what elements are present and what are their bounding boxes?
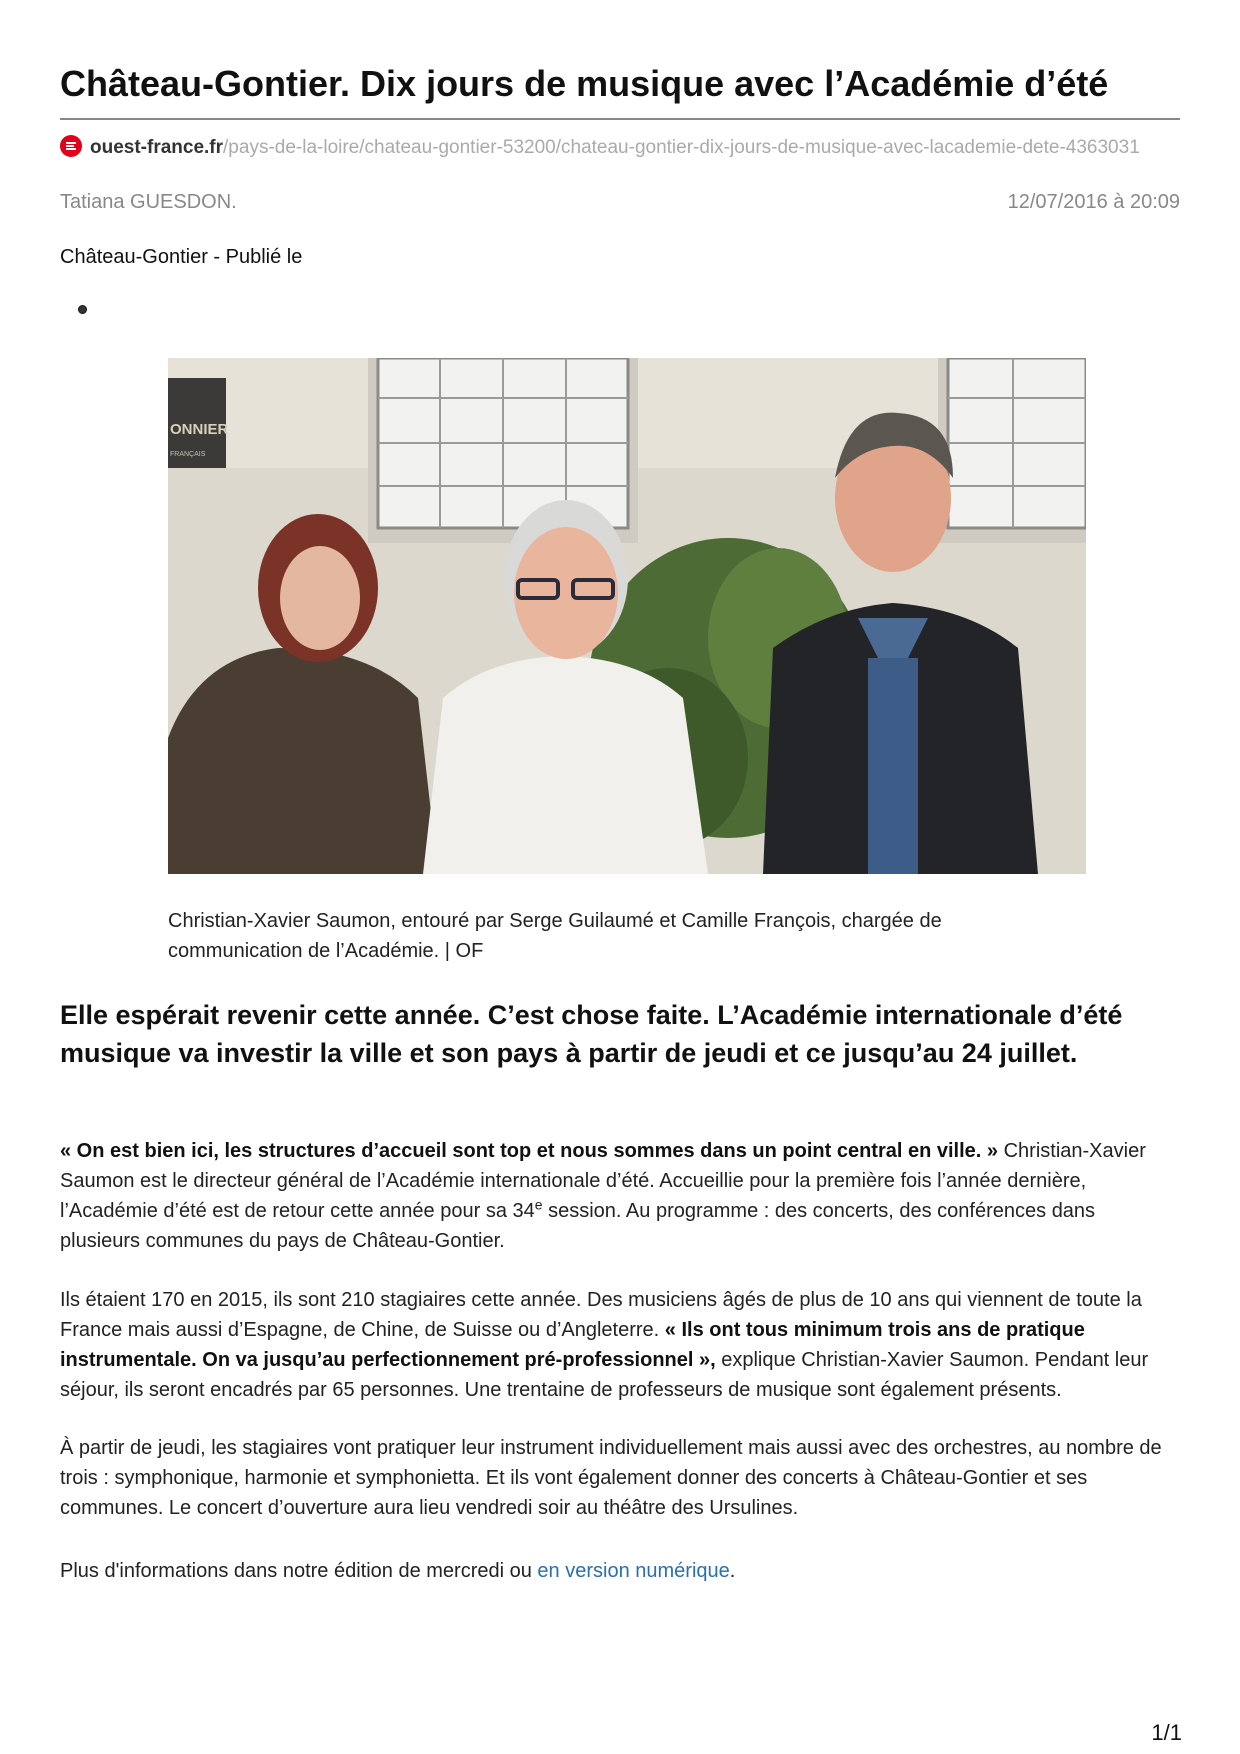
photo-caption: Christian-Xavier Saumon, entouré par Serge Guilaumé et Camille François, chargée de communication de l’Académie. | OF xyxy=(168,910,942,962)
article-title: Château-Gontier. Dix jours de musique avec l’Académie d’été xyxy=(60,63,1109,104)
published-line: Château-Gontier - Publié le xyxy=(60,246,303,268)
paragraph-2-text-end: explique Christian-Xavier Saumon. Pendant leur séjour, ils seront encadrés par 65 personnes. Une trentaine de professeurs de musique sont également présents. xyxy=(60,1349,1149,1401)
article-lead: Elle espérait revenir cette année. C’est chose faite. L’Académie internationale d’été musique va investir la ville et son pays à partir de jeudi et ce jusqu’au 24 juillet. xyxy=(60,1000,1123,1068)
ouest-france-logo-icon xyxy=(60,135,82,157)
page-number: 1/1 xyxy=(1151,1720,1182,1745)
publish-date: 12/07/2016 à 20:09 xyxy=(1007,191,1180,213)
paragraph-1-text-end: session. Au programme : des concerts, des conférences dans plusieurs communes du pays de Château-Gontier. xyxy=(60,1200,1096,1252)
paragraph-1-text: Christian-Xavier Saumon est le directeur général de l’Académie internationale d’été. Accueillie pour la première fois l’année dernière, l’Académie d’été est de retour cette année pour sa 34 xyxy=(60,1140,1146,1222)
author: Tatiana GUESDON. xyxy=(60,191,237,213)
paragraph-2-text: Ils étaient 170 en 2015, ils sont 210 stagiaires cette année. Des musiciens âgés de plus de 10 ans qui viennent de toute la France mais aussi d’Espagne, de Chine, de Suisse ou d’Angleterre. xyxy=(60,1289,1142,1341)
ordinal-superscript: e xyxy=(534,1196,543,1213)
quote-1: « On est bien ici, les structures d’accueil sont top et nous sommes dans un point central en ville. » xyxy=(60,1140,999,1162)
digital-version-link[interactable]: en version numérique xyxy=(537,1560,730,1582)
article-photo xyxy=(168,358,1086,874)
source-domain: ouest-france.fr xyxy=(90,137,224,158)
paragraph-4-end: . xyxy=(729,1560,736,1582)
paragraph-3: À partir de jeudi, les stagiaires vont pratiquer leur instrument individuellement mais aussi avec des orchestres, au nombre de trois : symphonique, harmonie et symphonietta. Et ils vont également donner des concerts à Château-Gontier et ses communes. Le concert d’ouverture aura lieu vendredi soir au théâtre des Ursulines. xyxy=(60,1437,1162,1519)
title-divider xyxy=(60,118,1180,120)
article-meta xyxy=(60,188,1180,216)
quote-2: « Ils ont tous minimum trois ans de pratique instrumentale. On va jusqu’au perfectionnement pré-professionnel », xyxy=(60,1319,1085,1371)
paragraph-4 xyxy=(60,1556,1170,1586)
plaque-text: ONNIER xyxy=(170,421,229,438)
source-url[interactable] xyxy=(60,135,1180,161)
paragraph-4-text: Plus d'informations dans notre édition de mercredi ou xyxy=(60,1560,538,1582)
photo-illustration xyxy=(168,358,1086,874)
paragraph-2 xyxy=(60,1285,1170,1405)
paragraph-1 xyxy=(60,1136,1170,1256)
bullet-point xyxy=(78,305,87,314)
source-path: /pays-de-la-loire/chateau-gontier-53200/chateau-gontier-dix-jours-de-musique-avec-lacademie-dete-4363031 xyxy=(223,137,1140,158)
plaque-subtext: FRANÇAIS xyxy=(170,451,206,458)
